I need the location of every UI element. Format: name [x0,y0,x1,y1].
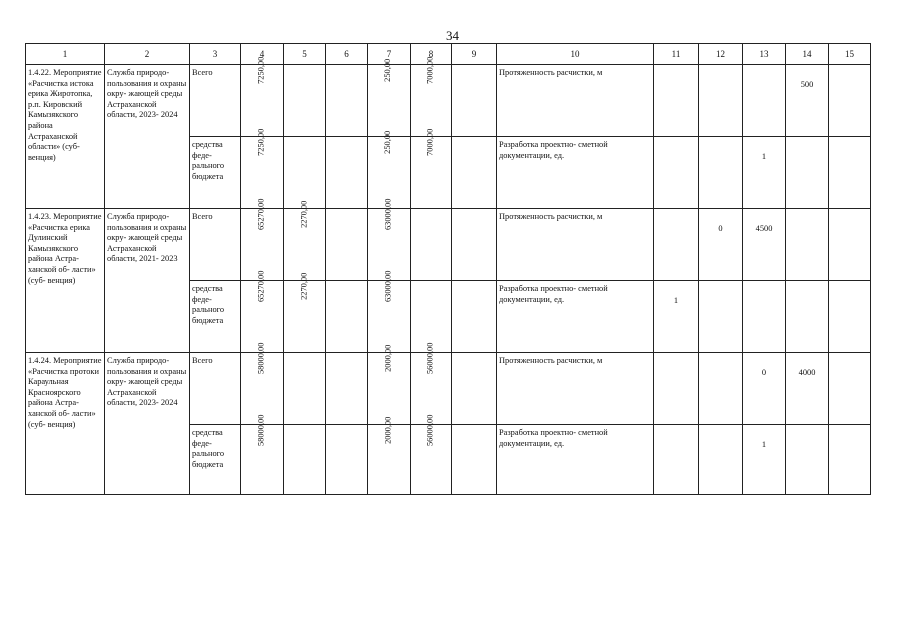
indicator-text: Протяженность расчистки, м [499,356,603,365]
indicator-value: 1 [761,152,767,161]
amount-value: 65270,00 [256,198,266,230]
indicator-value [654,65,698,80]
amount-value: 2270,00 [299,272,309,300]
indicator-cell [497,209,654,281]
indicator-text: Протяженность расчистки, м [499,212,603,221]
indicator-value-cell-c11 [654,137,699,209]
column-header: 6 [326,44,368,65]
amount-cell-c6 [326,281,368,353]
page-number: 34 [446,28,459,43]
indicator-value [743,281,785,296]
amount-value: 2270,00 [299,200,309,228]
funding-source-cell [190,209,241,281]
indicator-value: 1 [761,440,767,449]
amount-cell-c5 [284,353,326,425]
indicator-value [829,353,870,368]
measure-name: 1.4.24. Мероприятие «Расчистка протоки Караульная Красноярского района Астра- ханской об- ласти» (суб- венция) [28,356,102,429]
amount-value: 56000,00 [425,414,435,446]
indicator-value [654,353,698,368]
indicator-value: 0 [718,224,723,233]
table-row [26,353,871,425]
column-header: 12 [699,44,743,65]
indicator-value [699,65,742,80]
program-table [25,43,871,495]
amount-cell-c6 [326,137,368,209]
indicator-value [786,425,828,440]
amount-cell-c5 [284,425,326,495]
amount-value: 65270,00 [256,270,266,302]
amount-value: 2000,00 [383,416,393,444]
amount-value: 7250,00 [256,56,266,84]
indicator-value [829,425,870,440]
amount-cell-c9 [452,137,497,209]
indicator-value-cell-c12 [699,209,743,281]
indicator-value-cell-c15 [829,281,871,353]
column-header: 10 [497,44,654,65]
executor-text: Служба природо- пользования и охраны окру- жающей среды Астраханской области, 2023- 2024 [107,356,187,408]
amount-cell-c5 [284,137,326,209]
funding-source: средства феде- рального бюджета [192,428,225,469]
indicator-value: 500 [800,80,814,89]
indicator-value-cell-c12 [699,425,743,495]
indicator-value-cell-c14 [786,425,829,495]
column-header: 15 [829,44,871,65]
measure-name: 1.4.23. Мероприятие «Расчистка ерика Дулинский Камызякского района Астра- ханской об- ласти» (суб- венция) [28,212,102,285]
column-header: 3 [190,44,241,65]
table-body [26,56,871,495]
indicator-value [829,281,870,296]
indicator-value-cell-c14 [786,353,829,425]
indicator-value-cell-c11 [654,65,699,137]
column-header: 5 [284,44,326,65]
column-header: 4 [241,44,284,65]
indicator-value [699,353,742,368]
funding-source-cell [190,65,241,137]
executor-cell [105,209,190,353]
indicator-value-cell-c15 [829,209,871,281]
measure-name-cell [26,209,105,353]
indicator-value-cell-c12 [699,353,743,425]
indicator-value [786,209,828,224]
indicator-text: Разработка проектно- сметной документации, ед. [499,428,608,448]
indicator-cell [497,353,654,425]
indicator-value-cell-c14 [786,65,829,137]
indicator-value [699,425,742,440]
header-row [26,44,871,65]
indicator-value-cell-c12 [699,137,743,209]
amount-cell-c8 [411,414,452,495]
indicator-value-cell-c13 [743,353,786,425]
indicator-value-cell-c14 [786,281,829,353]
indicator-cell [497,425,654,495]
indicator-value: 0 [761,368,767,377]
measure-name-cell [26,353,105,495]
indicator-value [654,425,698,440]
amount-cell-c5 [284,272,326,353]
amount-value: 58000,00 [256,414,266,446]
amount-cell-c7 [368,270,411,353]
indicator-value-cell-c11 [654,209,699,281]
indicator-text: Протяженность расчистки, м [499,68,603,77]
column-header: 8 [411,44,452,65]
amount-value: 56000,00 [425,342,435,374]
amount-value: 7000,00 [425,128,435,156]
table-row [26,65,871,137]
amount-cell-c9 [452,425,497,495]
funding-source-cell [190,137,241,209]
indicator-cell [497,281,654,353]
indicator-value-cell-c12 [699,65,743,137]
measure-name-cell [26,65,105,209]
amount-cell-c9 [452,281,497,353]
indicator-value-cell-c14 [786,209,829,281]
indicator-value-cell-c15 [829,353,871,425]
indicator-value-cell-c11 [654,281,699,353]
amount-value: 63000,00 [383,270,393,302]
indicator-value [699,137,742,152]
executor-cell [105,353,190,495]
indicator-value: 1 [673,296,679,305]
funding-source: средства феде- рального бюджета [192,284,225,325]
indicator-cell [497,65,654,137]
indicator-value [786,137,828,152]
amount-cell-c4 [241,56,284,137]
indicator-value [829,65,870,80]
indicator-value [829,137,870,152]
amount-cell-c6 [326,425,368,495]
amount-cell-c7 [368,344,411,425]
amount-value: 250,00 [383,130,393,154]
indicator-value-cell-c13 [743,281,786,353]
indicator-value-cell-c11 [654,425,699,495]
indicator-value-cell-c13 [743,425,786,495]
column-header: 7 [368,44,411,65]
amount-cell-c8 [411,128,452,209]
amount-value: 7000,00 [425,56,435,84]
amount-value: 58000,00 [256,342,266,374]
indicator-cell [497,137,654,209]
column-header: 2 [105,44,190,65]
indicator-value [699,281,742,296]
indicator-value-cell-c15 [829,425,871,495]
executor-text: Служба природо- пользования и охраны окру- жающей среды Астраханской области, 2021- 2023 [107,212,187,264]
executor-text: Служба природо- пользования и охраны окру- жающей среды Астраханской области, 2023- 2024 [107,68,187,120]
indicator-value: 4500 [755,224,773,233]
indicator-text: Разработка проектно- сметной документации, ед. [499,284,608,304]
column-header: 13 [743,44,786,65]
amount-cell-c5 [284,65,326,137]
indicator-value-cell-c13 [743,65,786,137]
funding-source-cell [190,281,241,353]
indicator-value-cell-c12 [699,281,743,353]
indicator-value [829,209,870,224]
column-header: 14 [786,44,829,65]
amount-cell-c7 [368,416,411,495]
indicator-value-cell-c11 [654,353,699,425]
indicator-value-cell-c15 [829,137,871,209]
table-row [26,209,871,281]
column-header: 11 [654,44,699,65]
executor-cell [105,65,190,209]
amount-value: 63000,00 [383,198,393,230]
amount-cell-c8 [411,209,452,281]
funding-source-cell [190,353,241,425]
amount-cell-c9 [452,209,497,281]
indicator-value [786,281,828,296]
amount-cell-c6 [326,209,368,281]
indicator-value [654,137,698,152]
indicator-value-cell-c13 [743,137,786,209]
indicator-value-cell-c15 [829,65,871,137]
amount-cell-c8 [411,56,452,137]
amount-value: 250,00 [383,58,393,82]
indicator-text: Разработка проектно- сметной документации, ед. [499,140,608,160]
funding-source-cell [190,425,241,495]
column-header: 9 [452,44,497,65]
amount-cell-c5 [284,200,326,281]
indicator-value: 4000 [798,368,816,377]
funding-source: Всего [192,356,213,365]
amount-cell-c9 [452,353,497,425]
column-header: 1 [26,44,105,65]
funding-source: Всего [192,68,213,77]
amount-cell-c9 [452,65,497,137]
indicator-value-cell-c14 [786,137,829,209]
amount-cell-c6 [326,353,368,425]
amount-value: 2000,00 [383,344,393,372]
amount-cell-c7 [368,58,411,137]
indicator-value [654,209,698,224]
indicator-value-cell-c13 [743,209,786,281]
amount-value: 7250,00 [256,128,266,156]
funding-source: средства феде- рального бюджета [192,140,225,181]
measure-name: 1.4.22. Мероприятие «Расчистка истока ерика Жиротопка, р.п. Кировский Камызякского района Астраханской области» (суб- венция) [28,68,102,162]
indicator-value [743,65,785,80]
amount-cell-c4 [241,414,284,495]
amount-cell-c6 [326,65,368,137]
funding-source: Всего [192,212,213,221]
